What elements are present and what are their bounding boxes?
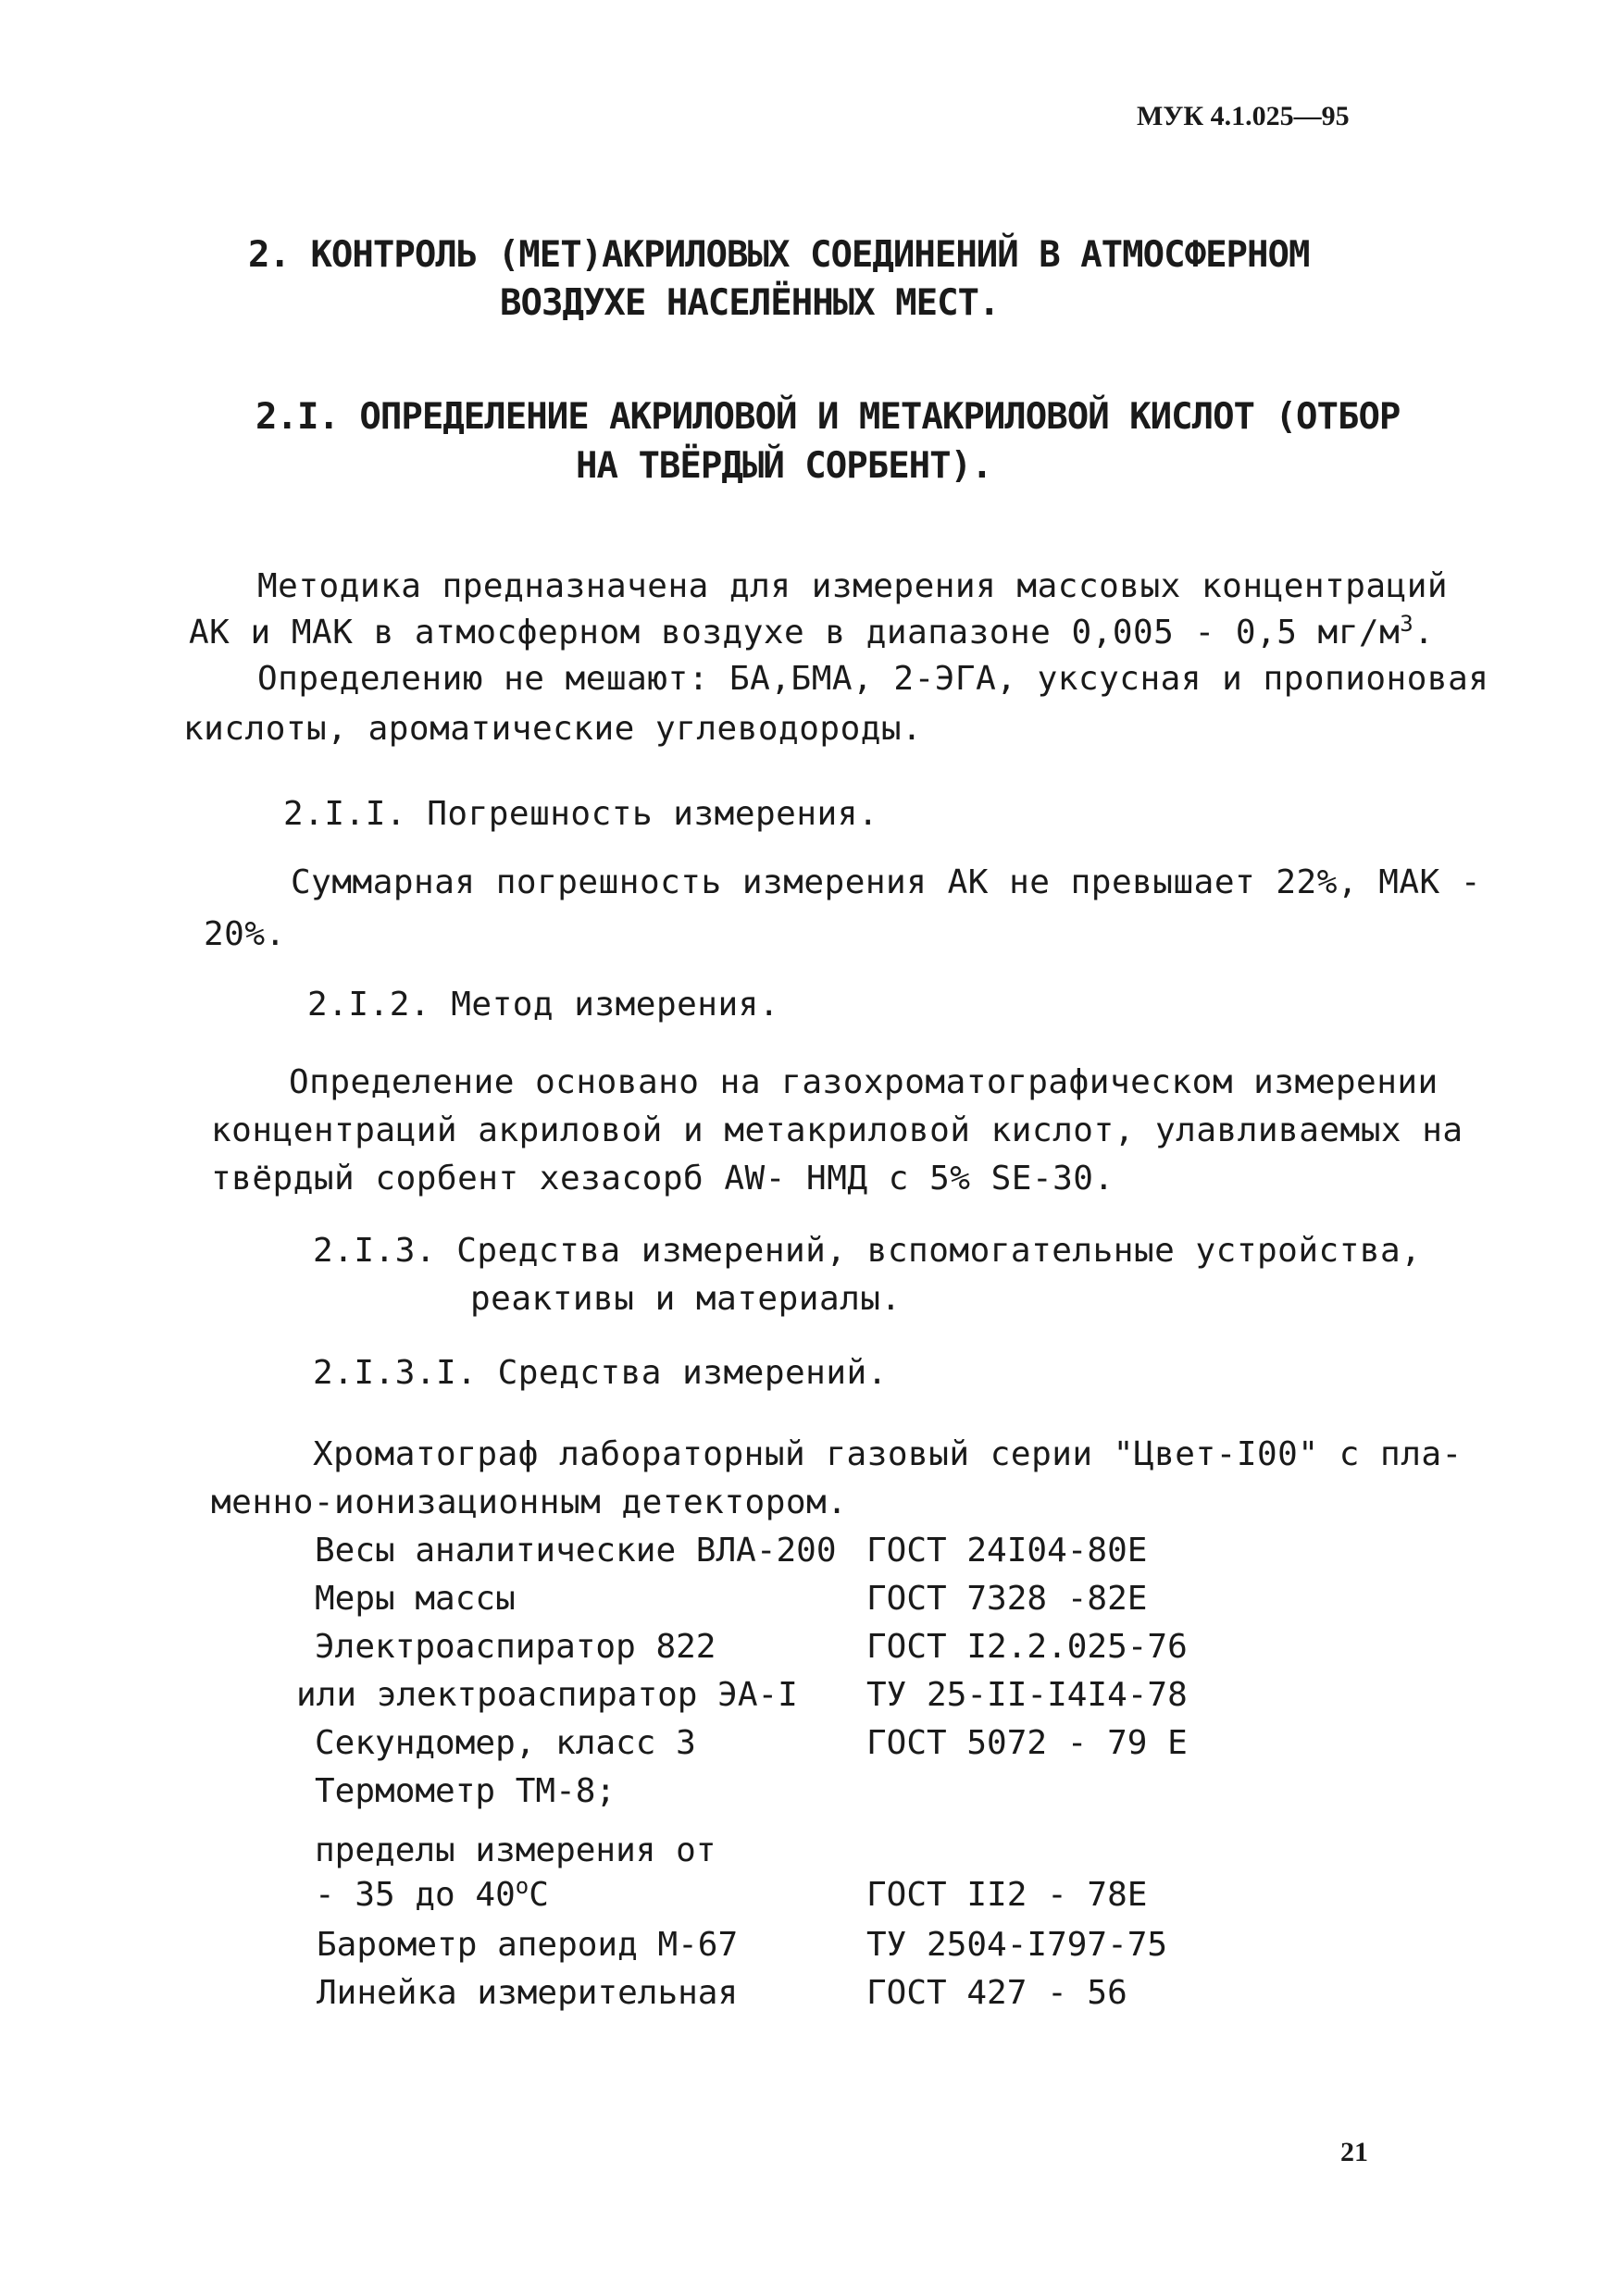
instrument-standard: ГОСТ I2.2.025-76 — [866, 1628, 1188, 1666]
subsection-title-line1: 2.I. ОПРЕДЕЛЕНИЕ АКРИЛОВОЙ И МЕТАКРИЛОВОЙ КИСЛОТ (ОТБОР — [255, 396, 1401, 438]
instrument-standard: ТУ 25-II-I4I4-78 — [866, 1676, 1188, 1714]
tools-heading-line2: реактивы и материалы. — [470, 1280, 902, 1318]
instrument-standard: ГОСТ 5072 - 79 Е — [866, 1724, 1188, 1762]
error-line1: Суммарная погрешность измерения АК не превышает 22%, МАК - — [291, 863, 1482, 901]
instrument-name: пределы измерения от — [315, 1831, 716, 1869]
instrument-standard: ГОСТ 24I04-80Е — [866, 1532, 1148, 1570]
instrument-name: Барометр апероид М-67 — [317, 1926, 739, 1964]
error-line2: 20%. — [204, 915, 286, 953]
instrument-standard: ГОСТ II2 - 78Е — [866, 1876, 1148, 1914]
method-line2: концентраций акриловой и метакриловой кислот, улавливаемых на — [211, 1111, 1463, 1149]
section-title-line2: ВОЗДУХЕ НАСЕЛЁННЫХ МЕСТ. — [500, 282, 1000, 324]
intro-line2: АК и МАК в атмосферном воздухе в диапазоне 0,005 - 0,5 $мг/м^3$. — [189, 611, 1435, 652]
instrument-name: Термометр ТМ-8; — [315, 1772, 616, 1810]
instrument-name: или электроаспиратор ЭА-I — [296, 1676, 798, 1714]
superscript-three: 3 — [1400, 611, 1414, 637]
section-title-line1: 2. КОНТРОЛЬ (МЕТ)АКРИЛОВЫХ СОЕДИНЕНИЙ В АТМОСФЕРНОМ — [248, 234, 1310, 276]
chromatograph-line1: Хроматограф лабораторный газовый серии "Цвет-I00" с пла- — [313, 1435, 1463, 1473]
page-number: 21 — [1340, 2137, 1368, 2167]
instrument-name: Линейка измерительная — [317, 1974, 739, 2012]
intro-line3: Определению не мешают: БА,БМА, 2-ЭГА, уксусная и пропионовая — [257, 660, 1489, 698]
instrument-name: Меры массы — [315, 1580, 516, 1618]
instrument-standard: ГОСТ 427 - 56 — [866, 1974, 1127, 2012]
instrument-name: - 35 до $40^оС$ — [315, 1873, 549, 1914]
instrument-standard: ТУ 2504-I797-75 — [866, 1926, 1168, 1964]
document-code: МУК 4.1.025—95 — [1137, 101, 1350, 131]
intro-line1: Методика предназначена для измерения массовых концентраций — [257, 567, 1449, 605]
instrument-standard: ГОСТ 7328 -82Е — [866, 1580, 1148, 1618]
tools-sub-heading: 2.I.3.I. Средства измерений. — [313, 1354, 888, 1392]
tools-heading-line1: 2.I.3. Средства измерений, вспомогательные устройства, — [313, 1232, 1422, 1270]
error-heading: 2.I.I. Погрешность измерения. — [283, 795, 879, 833]
intro-line4: кислоты, ароматические углеводороды. — [183, 710, 923, 748]
subsection-title-line2: НА ТВЁРДЫЙ СОРБЕНТ). — [576, 445, 992, 487]
instrument-name: Весы аналитические ВЛА-200 — [315, 1532, 837, 1570]
degree-superscript: о — [515, 1873, 529, 1899]
method-line3: твёрдый сорбент хезасорб AW- НМД с 5% SE-30. — [211, 1160, 1115, 1198]
method-heading: 2.I.2. Метод измерения. — [307, 986, 779, 1024]
instrument-name: Секундомер, класс 3 — [315, 1724, 696, 1762]
chromatograph-line2: менно-ионизационным детектором. — [211, 1483, 848, 1521]
instrument-name: Электроаспиратор 822 — [315, 1628, 716, 1666]
method-line1: Определение основано на газохроматографическом измерении — [289, 1063, 1438, 1101]
